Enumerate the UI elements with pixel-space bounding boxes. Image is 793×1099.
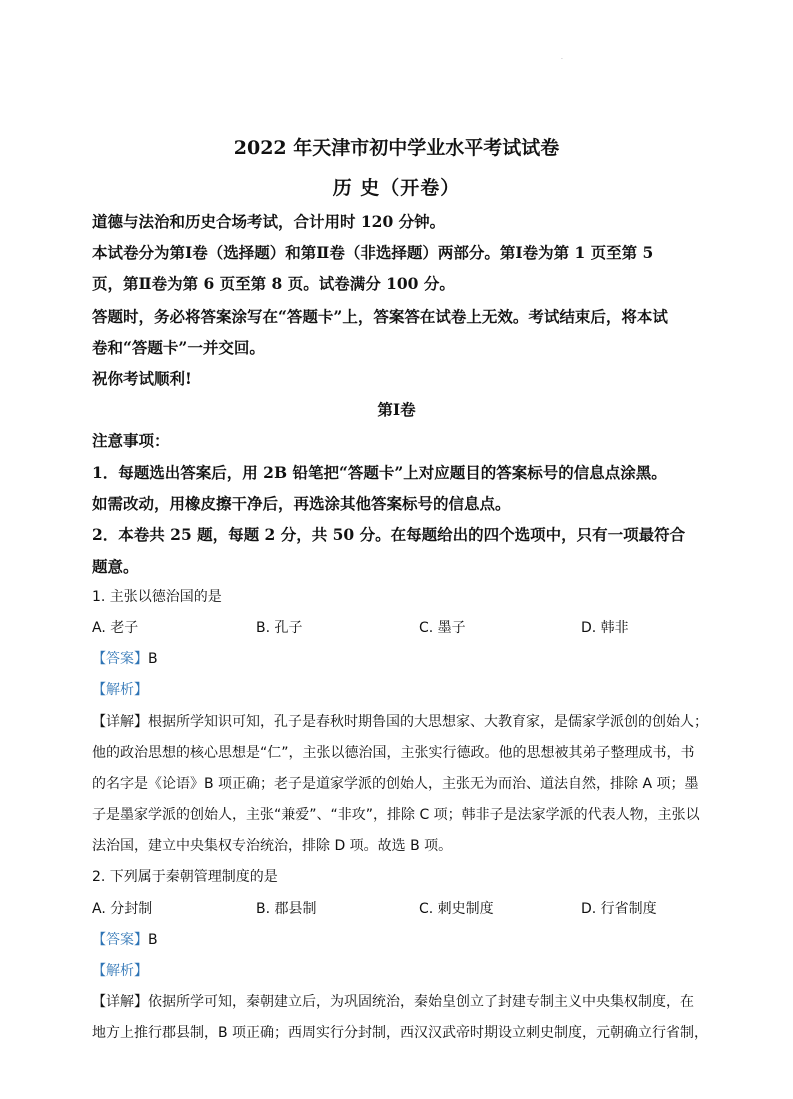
option-d: D. 行省制度 [581,901,657,917]
exam-title: 2022 年天津市初中学业水平考试试卷 [233,137,560,159]
answer-line [92,929,702,949]
instruction-line: 祝你考试顺利! [92,369,192,388]
option-c: C. 墨子 [419,620,466,636]
note-line: 题意。 [92,557,139,576]
answer-line [92,648,702,668]
detail-line: 子是墨家学派的创始人，主张“兼爱”、“非攻”，排除 C 项；韩非子是法家学派的代表人物，主张以 [92,807,700,823]
option-b: B. 孔子 [256,620,303,636]
notes-heading: 注意事项： [92,431,170,450]
option-d: D. 韩非 [581,620,629,636]
question-stem: 2. 下列属于秦朝管理制度的是 [92,869,278,885]
instruction-line: 卷和“答题卡”一并交回。 [92,338,265,357]
detail-line: 地方上推行郡县制，B 项正确；西周实行分封制，西汉汉武帝时期设立刺史制度，元朝确立行省制， [92,1025,709,1041]
exam-subtitle: 历 史（开卷） [332,177,461,199]
answer-value: B [148,651,158,667]
detail-line: 他的政治思想的核心思想是“仁”，主张以德治国，主张实行德政。他的思想被其弟子整理成书，书 [92,745,695,761]
option-c: C. 刺史制度 [419,901,494,917]
instruction-line: 页，第Ⅱ卷为第 6 页至第 8 页。试卷满分 100 分。 [92,274,455,293]
detail-line: 【详解】根据所学知识可知，孔子是春秋时期鲁国的大思想家、大教育家，是儒家学派创的创始人； [92,714,708,730]
question-stem: 1. 主张以德治国的是 [92,589,222,605]
option-b: B. 郡县制 [256,901,317,917]
answer-value: B [148,932,158,948]
section-title: 第Ⅰ卷 [377,400,416,419]
corner-dot: · [561,56,563,63]
instruction-line: 答题时，务必将答案涂写在“答题卡”上，答案答在试卷上无效。考试结束后，将本试 [92,307,668,326]
instruction-line: 道德与法治和历史合场考试，合计用时 120 分钟。 [92,212,446,231]
detail-line: 法治国，建立中央集权专治统治，排除 D 项。故选 B 项。 [92,838,453,854]
note-line: 2．本卷共 25 题，每题 2 分，共 50 分。在每题给出的四个选项中，只有一项最符合 [92,525,686,544]
answer-label: 【答案】 [92,651,148,667]
analysis-label: 【解析】 [92,682,148,698]
analysis-label: 【解析】 [92,963,148,979]
note-line: 如需改动，用橡皮擦干净后，再选涂其他答案标号的信息点。 [92,494,511,513]
option-a: A. 老子 [92,620,139,636]
instruction-line: 本试卷分为第Ⅰ卷（选择题）和第Ⅱ卷（非选择题）两部分。第Ⅰ卷为第 1 页至第 5 [92,243,654,262]
note-line: 1．每题选出答案后，用 2B 铅笔把“答题卡”上对应题目的答案标号的信息点涂黑。 [92,463,667,482]
detail-line: 【详解】依据所学可知，秦朝建立后，为巩固统治，秦始皇创立了封建专制主义中央集权制度，在 [92,994,694,1010]
answer-label: 【答案】 [92,932,148,948]
option-a: A. 分封制 [92,901,153,917]
detail-line: 的名字是《论语》B 项正确；老子是道家学派的创始人，主张无为而治、道法自然，排除 A 项；墨 [92,776,699,792]
